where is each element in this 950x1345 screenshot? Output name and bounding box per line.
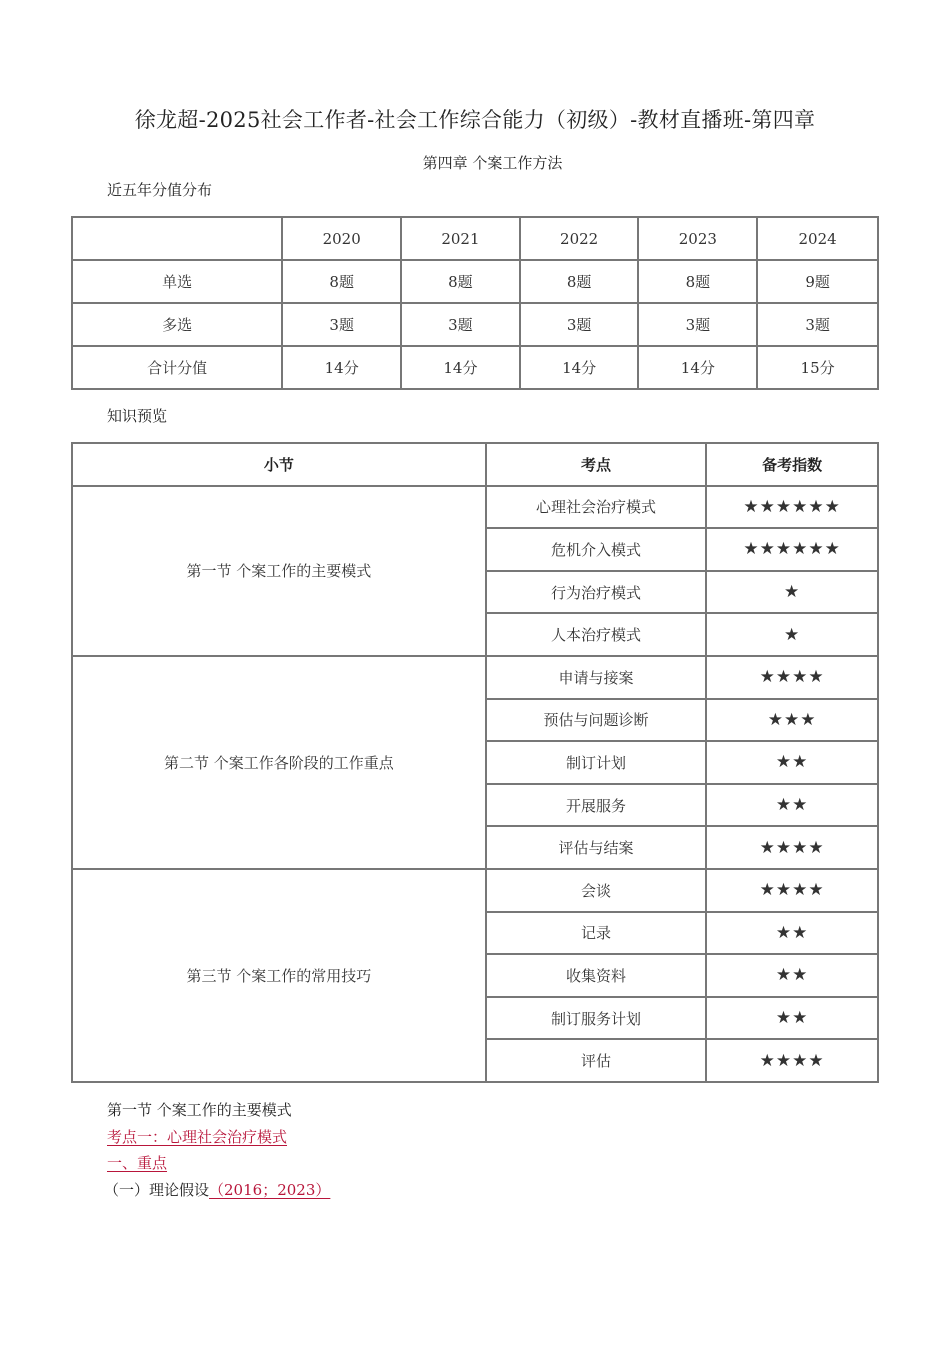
star-rating: ★★: [706, 784, 878, 827]
point-cell: 收集资料: [486, 954, 706, 997]
star-rating: ★★: [706, 997, 878, 1040]
table-header-row: [72, 443, 878, 486]
point-cell: 申请与接案: [486, 656, 706, 699]
point-cell: 人本治疗模式: [486, 613, 706, 656]
point-cell: 记录: [486, 912, 706, 955]
section-cell: 第一节 个案工作的主要模式: [72, 486, 486, 656]
table-cell: 8题: [638, 260, 757, 303]
star-rating: ★★: [706, 954, 878, 997]
point-cell: 评估: [486, 1039, 706, 1082]
table-cell: 9题: [757, 260, 878, 303]
point-cell: 危机介入模式: [486, 528, 706, 571]
chapter-title: 第四章 个案工作方法: [422, 154, 563, 172]
star-rating: ★: [706, 613, 878, 656]
column-header-point: 考点: [486, 443, 706, 486]
point-cell: 制订计划: [486, 741, 706, 784]
table-cell: 15分: [757, 346, 878, 389]
star-rating: ★★★★: [706, 1039, 878, 1082]
star-rating: ★★★★: [706, 826, 878, 869]
point-cell: 心理社会治疗模式: [486, 486, 706, 529]
year-header: 2021: [401, 217, 520, 260]
table-row: [72, 869, 878, 912]
year-header: 2022: [520, 217, 639, 260]
table-cell: 8题: [520, 260, 639, 303]
star-rating: ★★★: [706, 699, 878, 742]
table-cell: 14分: [401, 346, 520, 389]
section-cell: 第二节 个案工作各阶段的工作重点: [72, 656, 486, 869]
table-cell: 3题: [282, 303, 401, 346]
point-cell: 会谈: [486, 869, 706, 912]
section-cell: 第三节 个案工作的常用技巧: [72, 869, 486, 1082]
table-cell: 8题: [401, 260, 520, 303]
table-cell: 3题: [638, 303, 757, 346]
table-row: [72, 303, 878, 346]
table-row: [72, 346, 878, 389]
point-cell: 行为治疗模式: [486, 571, 706, 614]
sub-heading-link[interactable]: 一、重点: [107, 1154, 168, 1172]
item-label: （一）理论假设: [104, 1181, 210, 1199]
star-rating: ★★: [706, 741, 878, 784]
preview-heading: 知识预览: [107, 407, 168, 425]
score-distribution-table: [71, 216, 879, 390]
section-heading: 第一节 个案工作的主要模式: [107, 1101, 292, 1119]
star-rating: ★★★★★★: [706, 486, 878, 529]
star-rating: ★★★★: [706, 656, 878, 699]
table-cell: 14分: [520, 346, 639, 389]
star-rating: ★: [706, 571, 878, 614]
point-cell: 开展服务: [486, 784, 706, 827]
document-title: 徐龙超-2025社会工作者-社会工作综合能力（初级）-教材直播班-第四章: [134, 108, 816, 132]
table-cell: 3题: [757, 303, 878, 346]
point-cell: 评估与结案: [486, 826, 706, 869]
row-label: 单选: [72, 260, 282, 303]
point-cell: 预估与问题诊断: [486, 699, 706, 742]
year-header: 2020: [282, 217, 401, 260]
table-cell: 14分: [638, 346, 757, 389]
table-row: [72, 260, 878, 303]
year-header: 2023: [638, 217, 757, 260]
row-label: 多选: [72, 303, 282, 346]
column-header-index: 备考指数: [706, 443, 878, 486]
table-cell: 8题: [282, 260, 401, 303]
table-cell: 3题: [401, 303, 520, 346]
table-row: [72, 486, 878, 529]
row-label: 合计分值: [72, 346, 282, 389]
item-years-link[interactable]: （2016；2023）: [209, 1181, 331, 1199]
table-header-row: [72, 217, 878, 260]
star-rating: ★★★★★★: [706, 528, 878, 571]
table-row: [72, 656, 878, 699]
star-rating: ★★: [706, 912, 878, 955]
table-cell: 14分: [282, 346, 401, 389]
scores-heading: 近五年分值分布: [107, 181, 213, 199]
item-line: [104, 1179, 330, 1200]
table-cell: 3题: [520, 303, 639, 346]
table-corner-cell: [72, 217, 282, 260]
point-cell: 制订服务计划: [486, 997, 706, 1040]
column-header-section: 小节: [72, 443, 486, 486]
year-header: 2024: [757, 217, 878, 260]
knowledge-preview-table: [71, 442, 879, 1083]
point-heading-link[interactable]: 考点一：心理社会治疗模式: [107, 1128, 288, 1146]
star-rating: ★★★★: [706, 869, 878, 912]
